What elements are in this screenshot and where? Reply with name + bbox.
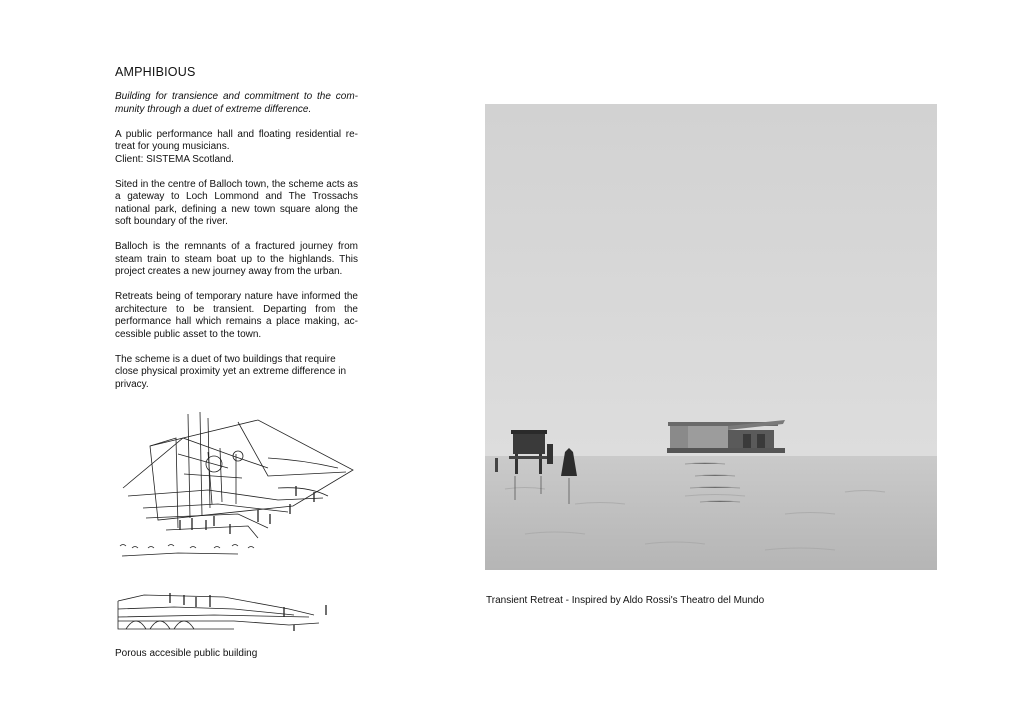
client-text: Client: SISTEMA Scotland. xyxy=(115,153,234,165)
transience-paragraph: Retreats being of temporary nature have informed the architecture to be transient. Departing from the performance hall which remains a place making, ac-cessible public asset to the town. xyxy=(115,291,358,340)
section-sketch xyxy=(114,585,339,633)
photo-caption: Transient Retreat - Inspired by Aldo Rossi's Theatro del Mundo xyxy=(486,595,765,606)
brief-text: A public performance hall and floating residential re-treat for young musicians. xyxy=(115,128,358,152)
brief-paragraph xyxy=(115,129,358,167)
sketch-caption: Porous accesible public building xyxy=(115,648,258,659)
lead-text: Building for transience and commitment to the com-munity through a duet of extreme difference. xyxy=(115,91,358,115)
axonometric-sketch xyxy=(118,408,358,560)
duet-paragraph: The scheme is a duet of two buildings that require close physical proximity yet an extreme difference in privacy. xyxy=(115,353,347,390)
site-paragraph: Sited in the centre of Balloch town, the scheme acts as a gateway to Loch Lommond and The Trossachs national park, defining a new town square along the soft boundary of the river. xyxy=(115,178,358,227)
floating-retreat xyxy=(667,420,785,453)
retreat-photograph xyxy=(485,104,937,570)
journey-paragraph: Balloch is the remnants of a fractured journey from steam train to steam boat up to the highlands. This project creates a new journey away from the urban. xyxy=(115,241,358,277)
description-column xyxy=(115,91,358,404)
page-title: AMPHIBIOUS xyxy=(115,65,196,79)
